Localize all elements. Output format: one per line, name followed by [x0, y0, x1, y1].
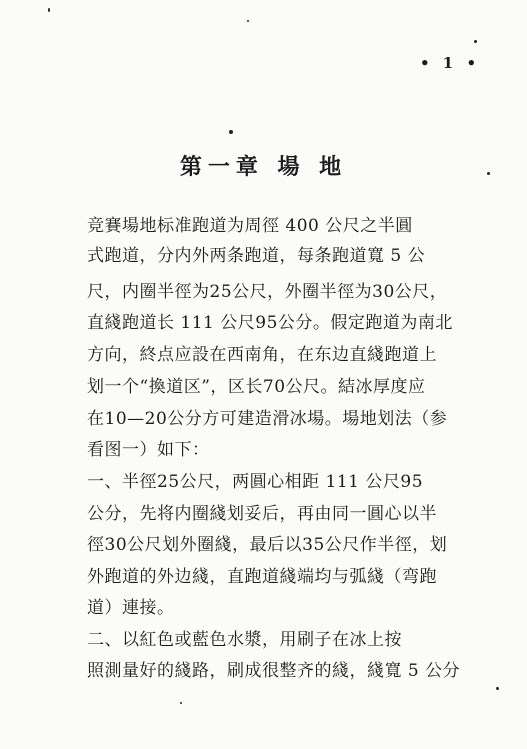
- text-line: 公分，先将内圈綫划妥后，再由同一圓心以半: [87, 504, 437, 524]
- text-line: 看图一）如下：: [87, 440, 210, 460]
- chapter-title: 第一章 場 地: [179, 154, 348, 180]
- text-line: 二、以紅色或藍色水漿，用刷子在冰上按: [87, 630, 402, 650]
- page-number: • 1 •: [420, 54, 481, 72]
- text-line: 道）連接。: [87, 598, 175, 618]
- scan-speck: [487, 172, 490, 175]
- scan-speck: [496, 687, 499, 690]
- text-line: 尺，内圈半徑为25公尺，外圈半徑为30公尺，: [87, 282, 448, 302]
- scan-speck: [180, 702, 182, 704]
- text-line: 方向，終点应設在西南角，在东边直綫跑道上: [87, 345, 437, 365]
- text-line: 照測量好的綫路，刷成很整齐的綫，綫寬 5 公分: [87, 661, 461, 681]
- text-line: 在10—20公分方可建造滑冰場。場地划法（参: [87, 409, 448, 429]
- text-line: 竞賽場地标准跑道为周徑 400 公尺之半圓: [87, 216, 413, 236]
- text-line: 一、半徑25公尺，两圓心相距 111 公尺95: [87, 472, 424, 492]
- text-line: 划一个“換道区”，区长70公尺。結冰厚度应: [87, 377, 426, 397]
- scan-speck: [247, 20, 249, 22]
- scan-speck: [229, 130, 233, 134]
- text-line: 直綫跑道长 111 公尺95公分。假定跑道为南北: [87, 313, 453, 333]
- text-line: 式跑道，分内外两条跑道，每条跑道寬 5 公: [87, 246, 426, 266]
- text-line: 徑30公尺划外圈綫，最后以35公尺作半徑，划: [87, 535, 448, 555]
- scan-speck: [48, 8, 50, 12]
- scan-speck: [474, 40, 477, 43]
- text-line: 外跑道的外边綫，直跑道綫端均与弧綫（弯跑: [87, 567, 437, 587]
